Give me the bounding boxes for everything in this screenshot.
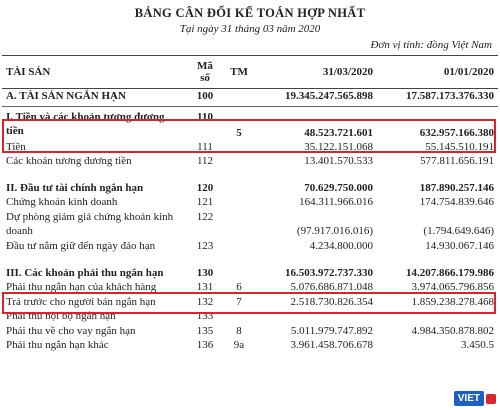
row-name: I. Tiền và các khoản tương đương tiền	[6, 111, 165, 138]
row-code: 110	[197, 111, 213, 123]
row-value-2: 14.207.866.179.986	[406, 267, 494, 280]
header-assets: TÀI SẢN	[2, 56, 188, 89]
row-value-1: 19.345.247.565.898	[256, 89, 377, 107]
row-value-2: (1.794.649.646)	[423, 225, 494, 238]
row-note	[222, 210, 256, 239]
row-value-2: 14.930.067.146	[425, 239, 494, 252]
row-name: Tiền	[6, 141, 26, 153]
row-name: A. TÀI SẢN NGẮN HẠN	[2, 89, 188, 107]
row-name: Các khoản tương đương tiền	[6, 155, 132, 168]
row-note	[222, 169, 256, 195]
row-value-1: 164.311.966.016	[299, 196, 373, 209]
watermark-mark-icon	[486, 394, 496, 404]
row-name: II. Đầu tư tài chính ngắn hạn	[6, 181, 144, 194]
table-row	[2, 195, 498, 209]
header-code-line2: số	[200, 72, 210, 84]
table-row	[2, 89, 498, 107]
row-note	[222, 140, 256, 154]
row-code: 132	[196, 295, 214, 308]
row-value-2: 17.587.173.376.330	[377, 89, 498, 107]
row-note: 8	[236, 324, 242, 337]
row-value-1: 5.076.686.871.048	[290, 281, 373, 294]
table-row	[2, 169, 498, 195]
header-note: TM	[222, 56, 256, 89]
row-note: 5	[236, 126, 242, 139]
row-value-2: 187.890.257.146	[419, 181, 494, 194]
row-note	[222, 89, 256, 107]
row-value-2: 55.145.510.191	[425, 141, 494, 153]
table-row	[2, 107, 498, 141]
row-code: 130	[196, 267, 214, 280]
report-date: Tại ngày 31 tháng 03 năm 2020	[179, 23, 321, 35]
row-value-2: 632.957.166.380	[419, 126, 494, 139]
row-name: Đầu tư nắm giữ đến ngày đáo hạn	[6, 239, 156, 252]
row-value-2: 174.754.839.646	[419, 196, 494, 209]
row-code: 133	[196, 310, 214, 323]
row-code: 100	[188, 89, 222, 107]
row-code: 131	[196, 281, 214, 294]
table-row	[2, 295, 498, 309]
balance-sheet-table	[2, 55, 498, 352]
row-value-1: (97.917.016.016)	[296, 225, 373, 238]
watermark-badge: VIET	[454, 391, 484, 406]
header-date-1: 31/03/2020	[256, 56, 377, 89]
row-note: 6	[236, 281, 242, 294]
row-code: 122	[196, 210, 214, 223]
row-name: Chứng khoán kinh doanh	[6, 196, 118, 209]
row-value-1: 5.011.979.747.892	[290, 324, 373, 337]
row-value-1	[256, 309, 377, 323]
table-row	[2, 239, 498, 253]
row-note	[222, 154, 256, 168]
table-row	[2, 338, 498, 352]
row-code: 111	[197, 141, 213, 153]
header-code	[188, 56, 222, 89]
row-note	[222, 239, 256, 253]
row-code: 120	[196, 181, 214, 194]
row-name: Trả trước cho người bán ngắn hạn	[6, 295, 156, 308]
row-note: 7	[236, 295, 242, 308]
header-code-line1: Mã	[197, 60, 213, 72]
header-date-2: 01/01/2020	[377, 56, 498, 89]
row-value-2: 3.450.5	[461, 339, 494, 352]
row-value-2: 1.859.238.278.468	[411, 295, 494, 308]
watermark	[454, 391, 496, 406]
row-value-1: 4.234.800.000	[309, 239, 373, 252]
row-name: Phải thu về cho vay ngắn hạn	[6, 324, 136, 337]
row-code: 135	[196, 324, 214, 337]
table-header-row	[2, 56, 498, 89]
row-value-1: 2.518.730.826.354	[290, 295, 373, 308]
table-row	[2, 280, 498, 294]
table-row	[2, 210, 498, 239]
row-name: III. Các khoản phải thu ngắn hạn	[6, 267, 164, 280]
table-row	[2, 154, 498, 168]
row-code: 112	[196, 155, 214, 168]
row-value-1: 70.629.750.000	[304, 181, 373, 194]
table-row	[2, 324, 498, 338]
row-note: 9a	[233, 339, 245, 352]
row-value-2	[377, 309, 498, 323]
table-row	[2, 253, 498, 280]
row-code: 136	[196, 339, 214, 352]
row-value-2: 4.984.350.878.802	[411, 324, 494, 337]
row-code: 121	[196, 196, 214, 209]
row-value-1: 16.503.972.737.330	[285, 267, 373, 280]
row-value-2: 577.811.656.191	[420, 155, 494, 168]
row-note	[222, 309, 256, 323]
currency-unit: Đơn vị tính: đồng Việt Nam	[370, 39, 492, 51]
row-code: 123	[196, 239, 214, 252]
row-value-2: 3.974.065.796.856	[411, 281, 494, 294]
row-name: Phải thu ngắn hạn khác	[6, 339, 109, 352]
row-name: Dự phòng giảm giá chứng khoán kinh doanh	[6, 210, 174, 238]
row-note	[222, 253, 256, 280]
row-value-1: 13.401.570.533	[304, 155, 373, 168]
row-value-1: 48.523.721.601	[304, 126, 373, 139]
table-row	[2, 309, 498, 323]
row-value-1: 3.961.458.706.678	[290, 339, 373, 352]
row-name: Phải thu ngắn hạn của khách hàng	[6, 281, 157, 294]
table-row	[2, 140, 498, 154]
row-name: Phải thu nội bộ ngắn hạn	[6, 310, 116, 323]
report-title: BẢNG CÂN ĐỐI KẾ TOÁN HỢP NHẤT	[134, 6, 366, 20]
row-note	[222, 195, 256, 209]
row-value-1: 35.122.151.068	[304, 141, 373, 153]
